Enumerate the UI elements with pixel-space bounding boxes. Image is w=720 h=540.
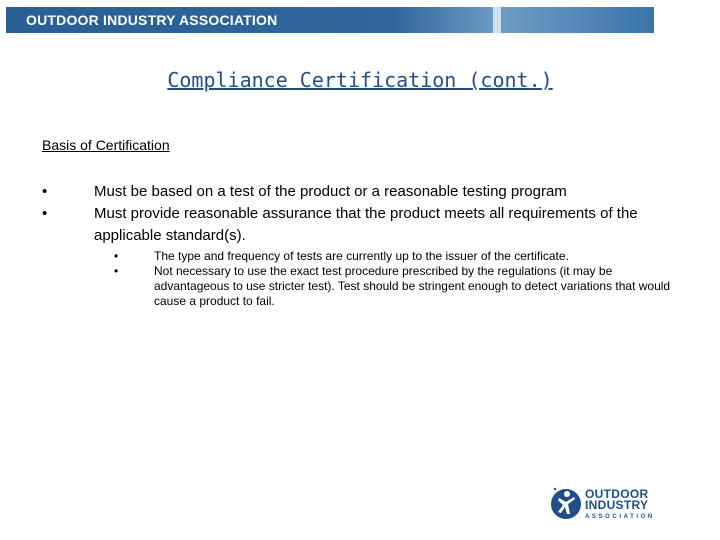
sub-bullet-text: Not necessary to use the exact test procedure prescribed by the regulations (it may be advantageous to use stricter test). Test should be stringent enough to detect variations that would cause a product to fail. <box>154 264 671 308</box>
list-item <box>112 264 672 309</box>
section-heading: Basis of Certification <box>42 137 170 153</box>
list-item <box>42 181 662 203</box>
sub-bullet-list <box>112 249 672 309</box>
sub-bullet-text: The type and frequency of tests are currently up to the issuer of the certificate. <box>154 249 569 263</box>
bullet-marker: • <box>114 264 119 278</box>
bullet-marker: • <box>42 183 48 200</box>
banner-stripe <box>493 7 501 33</box>
bullet-text: Must be based on a test of the product or a reasonable testing program <box>94 183 567 200</box>
slide-title: Compliance Certification (cont.) <box>167 68 553 92</box>
logo-wordmark <box>585 489 655 523</box>
bullet-marker: • <box>114 249 119 263</box>
bullet-text: Must provide reasonable assurance that the product meets all requirements of the applicable standard(s). <box>94 205 638 244</box>
list-item <box>112 249 672 264</box>
logo-word: ASSOCIATION <box>585 514 655 520</box>
logo-word: INDUSTRY <box>585 498 649 512</box>
bullet-list <box>42 181 662 247</box>
logo-word: OUTDOOR <box>585 487 649 501</box>
bullet-marker: • <box>42 205 48 222</box>
list-item <box>42 203 662 247</box>
banner-title: OUTDOOR INDUSTRY ASSOCIATION <box>26 12 278 28</box>
header-banner <box>6 7 654 33</box>
